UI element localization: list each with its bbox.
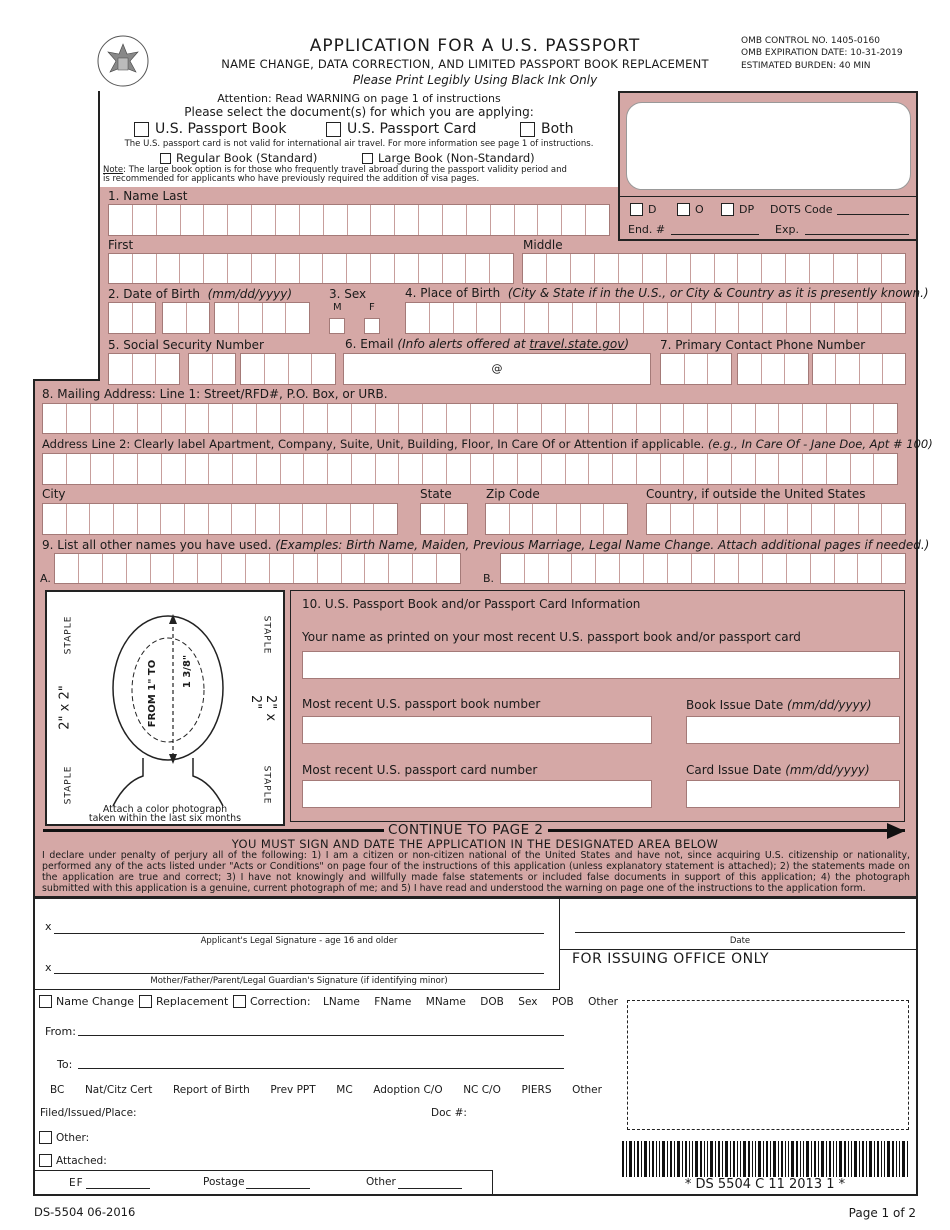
card-label: U.S. Passport Card [347,121,477,137]
state-label: State [420,487,452,501]
state-input[interactable] [420,503,468,535]
correction-fields [323,996,618,1008]
form-id: DS-5504 06-2016 [34,1205,136,1219]
office-stamp-area [626,102,911,190]
name-label: 1. Name Last [108,189,188,203]
photo-area[interactable] [45,590,285,826]
office-d-checkbox[interactable] [630,203,643,216]
corr-mname: MName [425,996,466,1008]
book-label: U.S. Passport Book [155,121,287,137]
phone-line-input[interactable] [812,353,906,385]
dob-month-input[interactable] [108,302,156,334]
doc-other: Other [572,1084,602,1096]
guardian-x: x [45,961,52,974]
address-line1-input[interactable] [42,403,898,434]
guardian-signature-label: Mother/Father/Parent/Legal Guardian's Signature (if identifying minor) [150,976,448,986]
regular-book-label: Regular Book (Standard) [176,151,318,165]
photo-size-label: 2" x 2" [248,695,278,722]
large-book-note: Note: The large book option is for those who frequently travel abroad during the passport validity period and is recommended for applicants who have previously required the addition of visa pages. [103,165,567,184]
seal-icon [96,34,150,88]
sex-f-label: F [369,302,375,313]
ssn-part2-input[interactable] [188,353,236,385]
postage-line[interactable] [246,1188,310,1189]
applicant-x: x [45,920,52,933]
first-name-label: First [108,238,134,252]
head-outline-icon [105,606,231,806]
omb-expiration: OMB EXPIRATION DATE: 10-31-2019 [741,48,903,58]
card-number-label: Most recent U.S. passport card number [302,763,538,777]
email-label: 6. Email (Info alerts offered at travel.state.gov) [345,337,629,351]
doc-piers: PIERS [521,1084,552,1096]
attention-text: Attention: Read WARNING on page 1 of instructions [217,92,501,105]
doc-nc: NC C/O [463,1084,501,1096]
end-number: End. # [628,223,759,236]
doc-types [50,1084,602,1096]
staple-label: STAPLE [261,615,272,655]
middle-name-label: Middle [523,238,563,252]
other-name-a-label: A. [40,572,51,585]
recent-name-label: Your name as printed on your most recent U.S. passport book and/or passport card [302,630,801,644]
doc-number-label: Doc #: [431,1107,467,1119]
barcode-icon [622,1141,908,1177]
book-number-input[interactable] [302,716,652,744]
both-checkbox[interactable] [520,122,535,137]
zip-label: Zip Code [486,487,540,501]
other-option[interactable]: Other: [39,1131,89,1144]
doc-mc: MC [336,1084,353,1096]
card-note: The U.S. passport card is not valid for international air travel. For more information see page 1 of instructions. [124,139,594,149]
other-fee-line[interactable] [398,1188,462,1189]
option-regular-book[interactable] [160,151,317,165]
office-o[interactable]: O [677,203,704,216]
book-number-label: Most recent U.S. passport book number [302,697,541,711]
recent-name-input[interactable] [302,651,900,679]
ssn-part1-input[interactable] [108,353,180,385]
date-line[interactable] [575,932,905,933]
replacement-checkbox[interactable] [139,995,152,1008]
last-name-input[interactable] [108,204,610,236]
dob-day-input[interactable] [162,302,210,334]
phone-label: 7. Primary Contact Phone Number [660,338,866,352]
sex-m-label: M [333,302,342,313]
card-date-label: Card Issue Date (mm/dd/yyyy) [686,763,870,777]
doc-bc: BC [50,1084,65,1096]
option-passport-book[interactable] [134,121,286,137]
postage-label: Postage [203,1176,245,1188]
dob-label: 2. Date of Birth (mm/dd/yyyy) [108,287,293,301]
book-checkbox[interactable] [134,122,149,137]
other-name-b-input[interactable] [500,553,906,584]
country-input[interactable] [646,503,906,535]
regular-book-checkbox[interactable] [160,153,171,164]
middle-name-input[interactable] [522,253,906,284]
zip-input[interactable] [485,503,628,535]
doc-report-birth: Report of Birth [172,1084,250,1096]
ssn-label: 5. Social Security Number [108,338,264,352]
staple-label: STAPLE [63,615,74,655]
country-label: Country, if outside the United States [646,487,866,501]
ef-label: EF [69,1177,84,1189]
estimated-burden: ESTIMATED BURDEN: 40 MIN [741,61,871,71]
book-date-label: Book Issue Date (mm/dd/yyyy) [686,698,872,712]
corr-lname: LName [323,996,360,1008]
correction-checkbox[interactable] [233,995,246,1008]
photo-caption-2: taken within the last six months [88,813,242,824]
attached-checkbox[interactable] [39,1154,52,1167]
large-book-label: Large Book (Non-Standard) [378,151,535,165]
corr-fname: FName [374,996,412,1008]
correction-option[interactable]: Correction: [233,995,311,1008]
declaration-heading: YOU MUST SIGN AND DATE THE APPLICATION IN THE DESIGNATED AREA BELOW [231,837,719,851]
doc-prev-ppt: Prev PPT [270,1084,316,1096]
address-line2-label: Address Line 2: Clearly label Apartment, Company, Suite, Unit, Building, Floor, In Care Of or Attention if applicable. (e.g., In Care Of - Jane Doe, Apt # 100) [42,437,933,451]
photo-size-range: 1 3/8" [182,654,194,689]
corr-dob: DOB [480,996,504,1008]
large-book-checkbox[interactable] [362,153,373,164]
photo-size-label: 2" x 2" [57,685,73,730]
form-instruction: Please Print Legibly Using Black Ink Only [352,73,598,87]
replacement-option[interactable]: Replacement [139,995,228,1008]
form-subtitle: NAME CHANGE, DATA CORRECTION, AND LIMITED PASSPORT BOOK REPLACEMENT [221,57,709,71]
ssn-part3-input[interactable] [240,353,336,385]
option-both[interactable] [520,121,574,137]
form-title: APPLICATION FOR A U.S. PASSPORT [309,36,641,56]
staple-label: STAPLE [261,765,272,805]
at-symbol: @ [491,362,503,375]
applicant-signature-label: Applicant's Legal Signature - age 16 and older [200,936,398,946]
option-passport-card[interactable] [326,121,476,137]
page-number: Page 1 of 2 [848,1206,916,1220]
name-change-option[interactable]: Name Change [39,995,134,1008]
issuing-stamp-area [627,1000,909,1130]
phone-area-input[interactable] [660,353,732,385]
doc-natcitz: Nat/Citz Cert [84,1084,153,1096]
office-dp-checkbox[interactable] [721,203,734,216]
card-number-input[interactable] [302,780,652,808]
corr-pob: POB [551,996,574,1008]
section-10-title: 10. U.S. Passport Book and/or Passport Card Information [302,597,641,611]
both-label: Both [541,121,574,137]
dots-code: DOTS Code [770,203,909,216]
issuing-office-title: FOR ISSUING OFFICE ONLY [572,951,770,967]
filed-label: Filed/Issued/Place: [40,1107,137,1119]
other-names-label: 9. List all other names you have used. (Examples: Birth Name, Maiden, Previous Marriage, Legal Name Change. Attach additional pages if needed.) [42,538,930,552]
select-prompt: Please select the document(s) for which you are applying: [184,105,534,119]
attached-option[interactable]: Attached: [39,1154,107,1167]
corr-other: Other [588,996,618,1008]
sex-m-checkbox[interactable] [329,318,345,334]
to-line[interactable] [78,1068,564,1069]
email-input[interactable] [343,353,651,385]
doc-adoption: Adoption C/O [373,1084,443,1096]
other-name-a-input[interactable] [54,553,461,584]
barcode-text: * DS 5504 C 11 2013 1 * [684,1177,846,1192]
pob-label: 4. Place of Birth (City & State if in the U.S., or City & Country as it is presently known.) [405,286,929,300]
dob-year-input[interactable] [214,302,310,334]
photo-from-label: FROM 1" TO [147,659,159,728]
applicant-signature-line[interactable] [54,933,544,934]
staple-label: STAPLE [63,765,74,805]
corr-sex: Sex [518,996,538,1008]
first-name-input[interactable] [108,253,514,284]
mailing-label: 8. Mailing Address: Line 1: Street/RFD#, P.O. Box, or URB. [42,387,388,401]
pob-input[interactable] [405,302,906,334]
book-date-input[interactable] [686,716,900,744]
date-label: Date [729,936,751,946]
photo-caption-1: Attach a color photograph [102,804,228,815]
office-o-checkbox[interactable] [677,203,690,216]
other-checkbox[interactable] [39,1131,52,1144]
other-name-b-label: B. [483,572,495,585]
from-label: From: [45,1025,76,1038]
card-date-input[interactable] [686,780,900,808]
omb-control: OMB CONTROL NO. 1405-0160 [741,36,880,46]
card-checkbox[interactable] [326,122,341,137]
ef-line[interactable] [86,1188,150,1189]
fee-box [35,1170,493,1196]
name-change-checkbox[interactable] [39,995,52,1008]
city-label: City [42,487,66,501]
option-large-book[interactable] [362,151,535,165]
guardian-signature-line[interactable] [54,973,544,974]
office-dp[interactable]: DP [721,203,754,216]
office-d[interactable]: D [630,203,656,216]
from-line[interactable] [78,1035,564,1036]
declaration-text: I declare under penalty of perjury all of the following: 1) I am a citizen or non-citizen national of the United States and have not, since acquiring U.S. citizenship or nationality, performed any of the acts listed under "Acts or Conditions" on page four of the instructions of this application (unless explanatory statement is attached); 2) the statements made on the application are true and correct; 3) I have not knowingly and willfully made false statements or included false documents in support of this application; 4) the photograph submitted with this application is a genuine, current photograph of me; and 5) I have read and understood the warning on page one of the instructions to the application form. [42,850,910,894]
sex-f-checkbox[interactable] [364,318,380,334]
sex-label: 3. Sex [329,287,367,301]
continue-label: CONTINUE TO PAGE 2 [384,822,548,838]
city-input[interactable] [42,503,398,535]
exp: Exp. [775,223,909,236]
phone-prefix-input[interactable] [737,353,809,385]
to-label: To: [57,1058,73,1071]
address-line2-input[interactable] [42,453,898,485]
other-fee-label: Other [366,1176,396,1188]
